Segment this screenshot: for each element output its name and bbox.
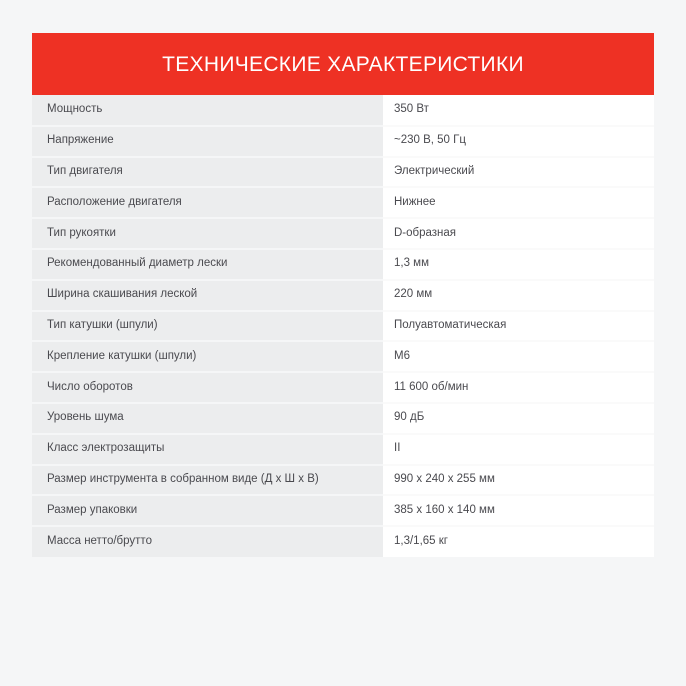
spec-value-cell: Полуавтоматическая bbox=[383, 311, 654, 342]
spec-value-cell: Электрический bbox=[383, 157, 654, 188]
table-row bbox=[32, 526, 654, 557]
table-row bbox=[32, 465, 654, 496]
spec-value-cell: М6 bbox=[383, 341, 654, 372]
spec-value-cell: 990 x 240 x 255 мм bbox=[383, 465, 654, 496]
spec-label-cell: Напряжение bbox=[32, 126, 383, 157]
table-row bbox=[32, 280, 654, 311]
table-row bbox=[32, 495, 654, 526]
table-row bbox=[32, 434, 654, 465]
page-title: ТЕХНИЧЕСКИЕ ХАРАКТЕРИСТИКИ bbox=[162, 52, 524, 76]
spec-label-cell: Мощность bbox=[32, 95, 383, 126]
spec-value-cell: Нижнее bbox=[383, 187, 654, 218]
spec-value-cell: ~230 В, 50 Гц bbox=[383, 126, 654, 157]
table-row bbox=[32, 372, 654, 403]
table-row bbox=[32, 218, 654, 249]
specifications-sheet bbox=[32, 33, 654, 557]
table-row bbox=[32, 95, 654, 126]
spec-label-cell: Размер инструмента в собранном виде (Д x Ш x В) bbox=[32, 465, 383, 496]
spec-value-cell: 350 Вт bbox=[383, 95, 654, 126]
table-row bbox=[32, 157, 654, 188]
spec-value-cell: 385 x 160 x 140 мм bbox=[383, 495, 654, 526]
specifications-table bbox=[32, 95, 654, 557]
spec-value-cell: II bbox=[383, 434, 654, 465]
table-row bbox=[32, 126, 654, 157]
spec-label-cell: Число оборотов bbox=[32, 372, 383, 403]
table-row bbox=[32, 249, 654, 280]
table-row bbox=[32, 311, 654, 342]
spec-value-cell: 1,3 мм bbox=[383, 249, 654, 280]
spec-label-cell: Класс электрозащиты bbox=[32, 434, 383, 465]
spec-value-cell: 11 600 об/мин bbox=[383, 372, 654, 403]
spec-label-cell: Уровень шума bbox=[32, 403, 383, 434]
spec-label-cell: Размер упаковки bbox=[32, 495, 383, 526]
spec-label-cell: Тип катушки (шпули) bbox=[32, 311, 383, 342]
spec-value-cell: 1,3/1,65 кг bbox=[383, 526, 654, 557]
table-row bbox=[32, 341, 654, 372]
table-row bbox=[32, 403, 654, 434]
spec-value-cell: D-образная bbox=[383, 218, 654, 249]
table-row bbox=[32, 187, 654, 218]
spec-label-cell: Тип рукоятки bbox=[32, 218, 383, 249]
spec-label-cell: Расположение двигателя bbox=[32, 187, 383, 218]
spec-label-cell: Крепление катушки (шпули) bbox=[32, 341, 383, 372]
spec-value-cell: 220 мм bbox=[383, 280, 654, 311]
specifications-table-body bbox=[32, 95, 654, 557]
spec-label-cell: Рекомендованный диаметр лески bbox=[32, 249, 383, 280]
spec-label-cell: Ширина скашивания леской bbox=[32, 280, 383, 311]
specifications-header-banner bbox=[32, 33, 654, 95]
spec-label-cell: Масса нетто/брутто bbox=[32, 526, 383, 557]
spec-label-cell: Тип двигателя bbox=[32, 157, 383, 188]
spec-value-cell: 90 дБ bbox=[383, 403, 654, 434]
